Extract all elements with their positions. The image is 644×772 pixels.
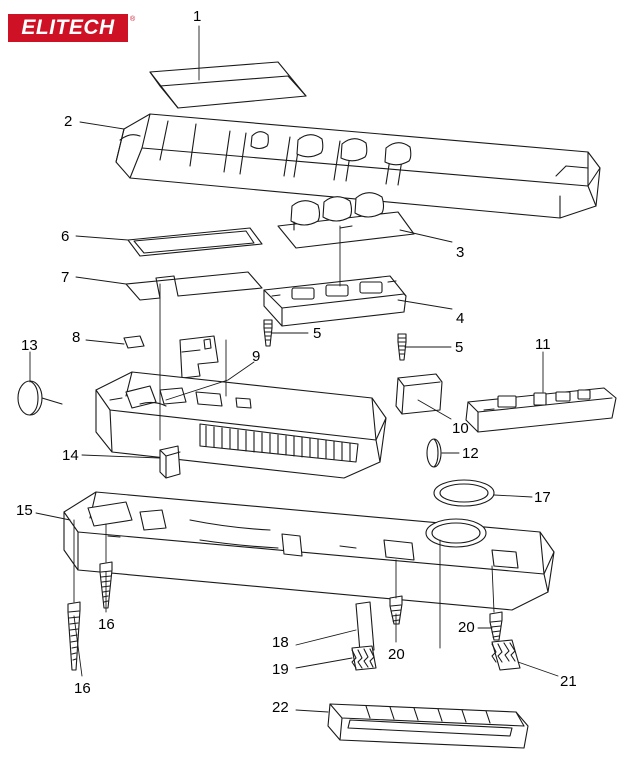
part-10-cylinder xyxy=(396,374,442,414)
callout-13: 13 xyxy=(21,337,38,354)
part-4-key-bracket xyxy=(264,276,406,326)
part-17-round-gasket xyxy=(434,480,494,506)
part-22-battery-cover xyxy=(328,704,528,748)
callout-3: 3 xyxy=(456,244,465,261)
callout-1: 1 xyxy=(193,8,202,25)
callout-20: 20 xyxy=(388,646,405,663)
callout-4: 4 xyxy=(456,310,465,327)
part-15-bottom-housing xyxy=(64,492,554,610)
callout-16: 16 xyxy=(98,616,115,633)
callout-17: 17 xyxy=(534,489,551,506)
part-18-19-contact-bracket xyxy=(352,602,376,670)
callout-9: 9 xyxy=(252,348,261,365)
elitech-logo xyxy=(8,14,134,62)
callout-18: 18 xyxy=(272,634,289,651)
callout-6: 6 xyxy=(61,228,70,245)
part-11-right-pcb xyxy=(466,388,616,432)
callout-14: 14 xyxy=(62,447,79,464)
callout-12: 12 xyxy=(462,445,479,462)
part-13-cap xyxy=(18,381,62,415)
callout-5b: 5 xyxy=(455,339,464,356)
callout-20b: 20 xyxy=(458,619,475,636)
part-9-middle-chassis xyxy=(96,372,386,478)
callout-5: 5 xyxy=(313,325,322,342)
callout-15: 15 xyxy=(16,502,33,519)
callout-7: 7 xyxy=(61,269,70,286)
callout-8: 8 xyxy=(72,329,81,346)
part-1-label-sheet xyxy=(150,62,306,108)
callout-2: 2 xyxy=(64,113,73,130)
part-14-buzzer xyxy=(160,446,180,478)
part-21-spring-contact xyxy=(492,640,520,670)
part-7-lcd-gasket xyxy=(126,272,262,300)
callout-10: 10 xyxy=(452,420,469,437)
callout-16b: 16 xyxy=(74,680,91,697)
callout-11: 11 xyxy=(535,336,551,353)
part-6-lcd-window xyxy=(128,228,262,256)
part-9-pcb-board xyxy=(180,336,218,378)
part-12-oval-seal xyxy=(427,439,441,467)
callout-21: 21 xyxy=(560,673,577,690)
callout-19: 19 xyxy=(272,661,289,678)
callout-22: 22 xyxy=(272,699,289,716)
registered-mark-icon: ® xyxy=(130,16,136,23)
logo-wordmark: ELITECH xyxy=(8,14,128,42)
part-8-small-chip xyxy=(124,336,144,348)
